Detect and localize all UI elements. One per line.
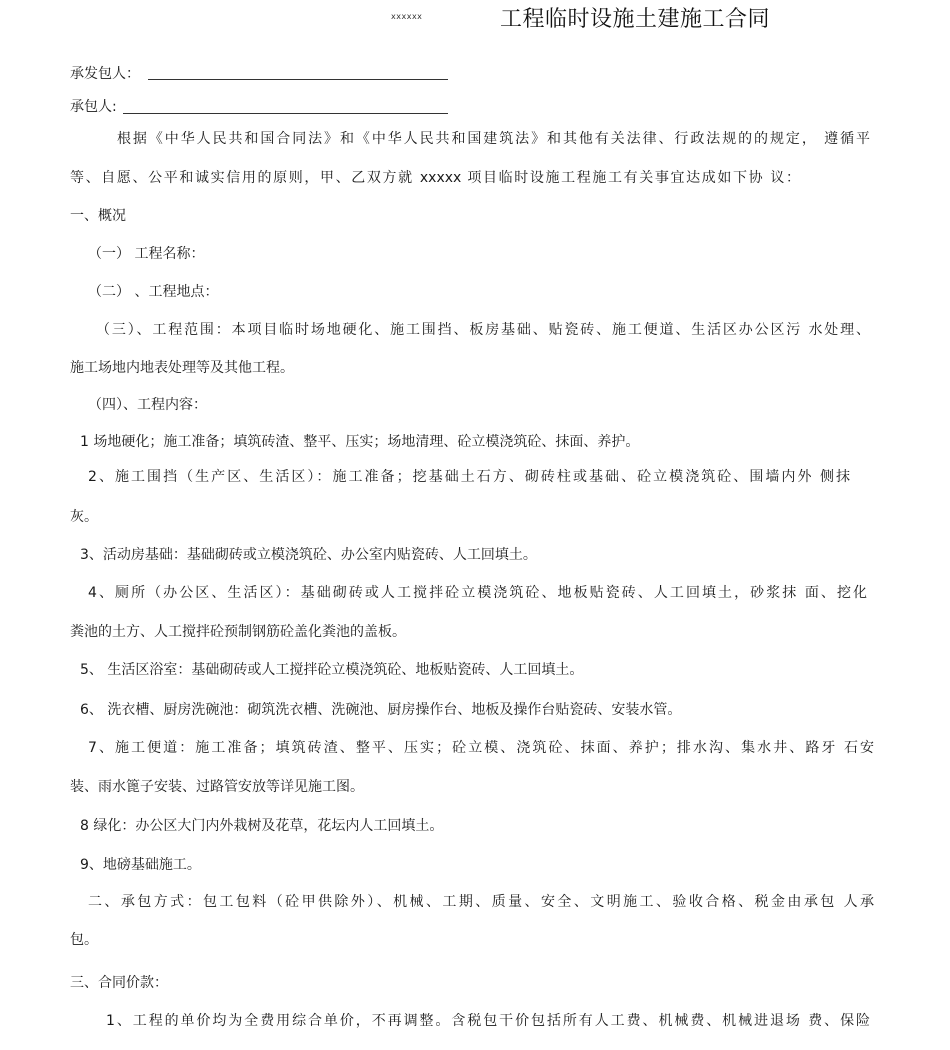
contractor-signature-line xyxy=(123,113,448,114)
content-item-2-line-1: 2、施工围挡（生产区、生活区）：施工准备；挖基础土石方、砌砖柱或基础、砼立模浇筑砼、围墙内外 侧抹 xyxy=(88,469,850,485)
item-project-location: （二） 、工程地点： xyxy=(88,284,219,300)
item-project-scope-line-1: （三）、工程范围：本项目临时场地硬化、施工围挡、板房基础、贴瓷砖、施工便道、生活区办公区污 水处理、 xyxy=(96,322,870,338)
contractor-label: 承包人: xyxy=(70,99,117,115)
content-item-4-line-1: 4、厕所（办公区、生活区）：基础砌砖或人工搅拌砼立模浇筑砼、地板贴瓷砖、人工回填土，砂浆抹 面、挖化 xyxy=(88,585,867,601)
preamble-line-1: 根据《中华人民共和国合同法》和《中华人民共和国建筑法》和其他有关法律、行政法规的的规定， 遵循平 xyxy=(117,131,870,147)
section-2-line-1: 二、承包方式：包工包料（砼甲供除外）、机械、工期、质量、安全、文明施工、验收合格、税金由承包 人承 xyxy=(88,894,874,910)
employer-label: 承发包人： xyxy=(70,66,140,82)
item-project-name: （一） 工程名称： xyxy=(88,246,205,262)
content-item-2-line-2: 灰。 xyxy=(70,509,98,525)
document-code: xxxxxx xyxy=(391,12,423,21)
preamble-line-2: 等、自愿、公平和诚实信用的原则，甲、乙双方就 xxxxx 项目临时设施工程施工有关事宜达成如下协 议： xyxy=(70,170,800,186)
page-title: 工程临时设施土建施工合同 xyxy=(500,7,771,32)
section-3-heading: 三、合同价款： xyxy=(70,975,168,991)
content-item-5: 5、 生活区浴室：基础砌砖或人工搅拌砼立模浇筑砼、地板贴瓷砖、人工回填土。 xyxy=(80,662,584,678)
content-item-4-line-2: 粪池的土方、人工搅拌砼预制钢筋砼盖化粪池的盖板。 xyxy=(70,624,406,640)
content-item-6: 6、 洗衣槽、厨房洗碗池：砌筑洗衣槽、洗碗池、厨房操作台、地板及操作台贴瓷砖、安装水管。 xyxy=(80,702,682,718)
content-item-7-line-2: 装、雨水篦子安装、过路管安放等详见施工图。 xyxy=(70,779,364,795)
section-2-line-2: 包。 xyxy=(70,932,98,948)
content-item-8: 8 绿化：办公区大门内外栽树及花草，花坛内人工回填土。 xyxy=(80,818,444,834)
price-item-1-line-1: 1、工程的单价均为全费用综合单价，不再调整。含税包干价包括所有人工费、机械费、机械进退场 费、保险 xyxy=(106,1013,870,1029)
item-project-content: （四）、工程内容： xyxy=(88,397,207,413)
section-1-heading: 一、概况 xyxy=(70,208,126,224)
item-project-scope-line-2: 施工场地内地表处理等及其他工程。 xyxy=(70,360,294,376)
employer-signature-line xyxy=(148,79,448,80)
content-item-7-line-1: 7、施工便道：施工准备；填筑砖渣、整平、压实；砼立模、浇筑砼、抹面、养护；排水沟、集水井、路牙 石安 xyxy=(88,740,874,756)
content-item-1: 1 场地硬化；施工准备；填筑砖渣、整平、压实；场地清理、砼立模浇筑砼、抹面、养护。 xyxy=(80,434,640,450)
content-item-3: 3、活动房基础：基础砌砖或立模浇筑砼、办公室内贴瓷砖、人工回填土。 xyxy=(80,547,537,563)
content-item-9: 9、地磅基础施工。 xyxy=(80,857,201,873)
